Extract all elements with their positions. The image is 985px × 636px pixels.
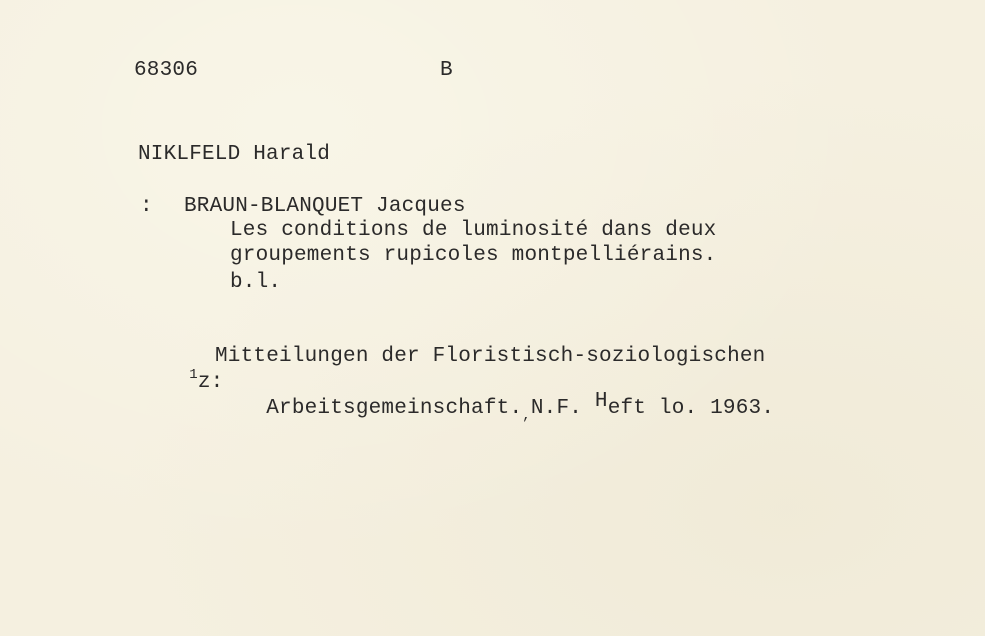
reference-line-2-comma: ,: [522, 408, 531, 424]
reference-line-2-series: N.F.: [530, 397, 595, 420]
reference-line-2: [215, 370, 774, 449]
reference-line-1: Mitteilungen der Floristisch-soziologischen: [215, 345, 766, 368]
reference-marker-text: z:: [197, 371, 224, 394]
reference-line-2-issue: eft lo. 1963.: [607, 397, 775, 420]
card-letter: B: [440, 59, 453, 82]
reference-line-2-h: H: [594, 390, 608, 413]
title-line-1: Les conditions de luminosité dans deux: [230, 219, 717, 242]
co-author-name: BRAUN-BLANQUET Jacques: [184, 195, 466, 218]
reference-superscript: 1: [189, 367, 198, 383]
title-line-2: groupements rupicoles montpelliérains.: [230, 244, 717, 267]
author-name: NIKLFELD Harald: [138, 143, 331, 166]
reference-line-2-journal: Arbeitsgemeinschaft.: [266, 397, 523, 420]
reference-marker: [138, 344, 223, 423]
place-of-publication: b.l.: [230, 271, 282, 294]
co-author-marker: :: [140, 195, 153, 218]
card-number: 68306: [134, 59, 199, 82]
